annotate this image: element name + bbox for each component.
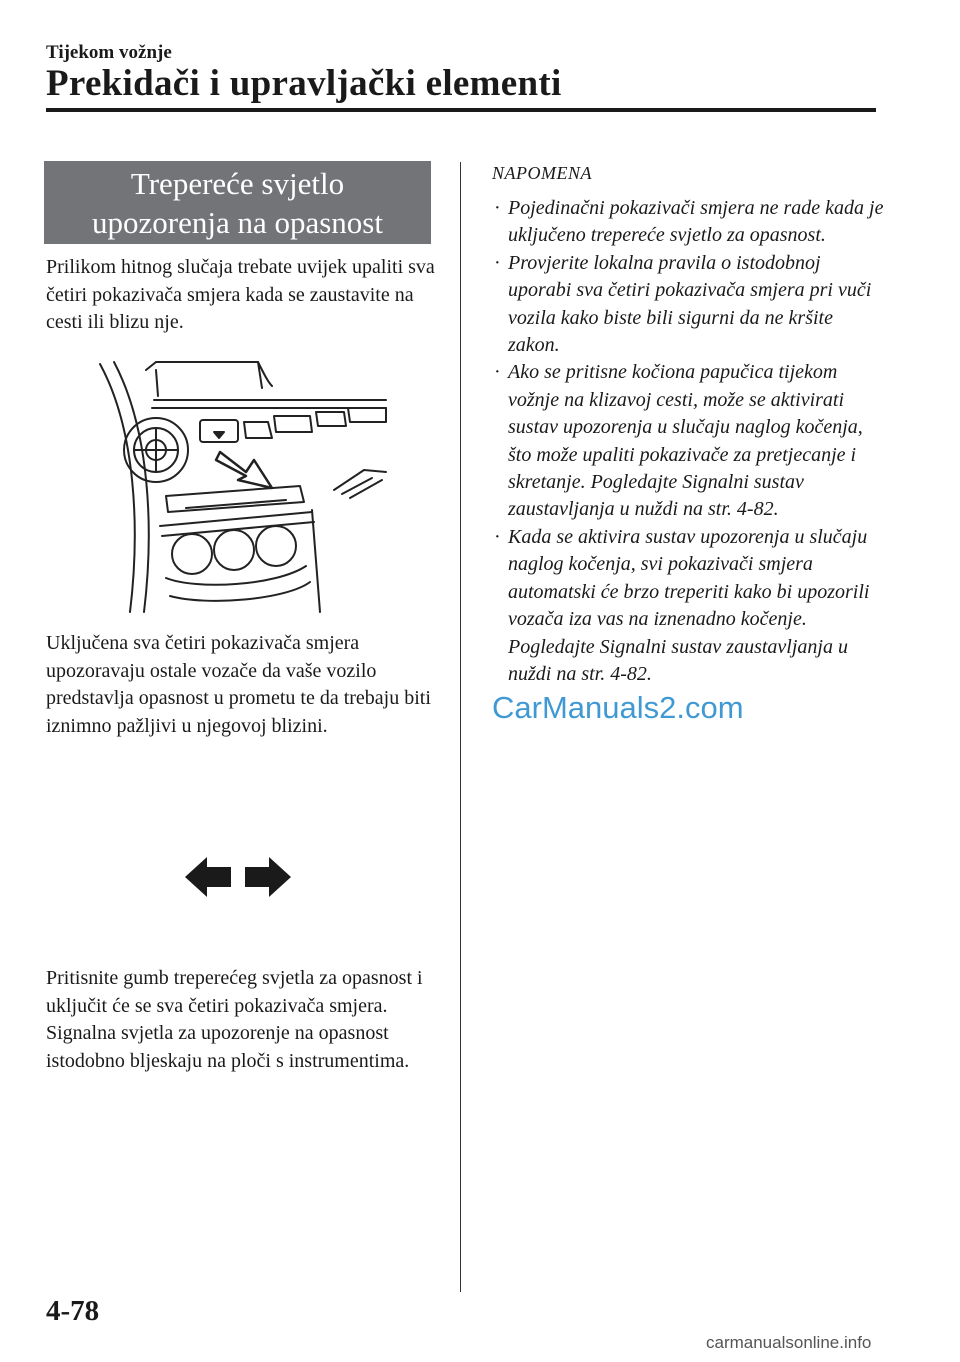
note-item (492, 524, 887, 688)
note-item (492, 195, 887, 250)
note-item-text: Provjerite lokalna pravila o istodobnoj uporabi sva četiri pokazivača smjera pri vuči vozila kako biste bili sigurni da ne kršite zakon. (508, 251, 872, 357)
note-item-text: Ako se pritisne kočiona papučica tijekom vožnje na klizavoj cesti, može se aktivirati sustav upozorenja u slučaju naglog kočenja, što može upaliti pokazivače za pretjecanje i skretanje. Pogledajte Signalni sustav zaustavljanja u nuždi na str. 4-82. (508, 361, 863, 521)
note-bullet: · (494, 197, 501, 219)
note-title: NAPOMENA (492, 163, 592, 183)
hazard-switch-dashboard-illustration (96, 360, 396, 615)
note-bullet: · (494, 525, 501, 548)
note-bullet: · (494, 361, 501, 384)
topic-title-line-2: upozorenja na opasnost (92, 205, 383, 240)
note-list (492, 195, 887, 688)
instruction-paragraph: Pritisnite gumb treperećeg svjetla za opasnost i uključit će se sva četiri pokazivača smjera. Signalna svjetla za upozorenje na opasnost istodobno bljeskaju na ploči s instrumentima. (46, 967, 423, 1072)
note-item-text: Kada se aktivira sustav upozorenja u slučaju naglog kočenja, svi pokazivači smjera automatski će brzo treperiti kako bi upozorili vozača iza vas na iznenadno kočenje. Pogledajte Signalni sustav zaustavljanja u nuždi na str. 4-82. (508, 525, 870, 685)
topic-title-line-1: Trepereće svjetlo (130, 166, 345, 201)
footer-site-link[interactable]: carmanualsonline.info (706, 1333, 872, 1352)
note-bullet: · (494, 251, 501, 274)
topic-title-box (44, 161, 431, 244)
header-rule (46, 108, 876, 112)
turn-signal-arrows-icon (183, 855, 293, 899)
note-item (492, 250, 887, 360)
chapter-title: Prekidači i upravljački elementi (46, 63, 562, 104)
watermark: CarManuals2.com (492, 690, 744, 725)
column-divider (460, 162, 461, 1292)
note-item-text: Pojedinačni pokazivači smjera ne rade kada je uključeno trepereće svjetlo za opasnost. (508, 197, 884, 247)
intro-paragraph: Prilikom hitnog slučaja trebate uvijek upaliti sva četiri pokazivača smjera kada se zaustavite na cesti ili blizu nje. (46, 256, 435, 333)
page-number: 4-78 (46, 1295, 100, 1327)
explanation-paragraph: Uključena sva četiri pokazivača smjera upozoravaju ostale vozače da vaše vozilo predstavlja opasnost u prometu te da trebaju biti iznimno pažljivi u njegovoj blizini. (46, 632, 431, 737)
note-item (492, 359, 887, 523)
section-label: Tijekom vožnje (46, 42, 172, 63)
